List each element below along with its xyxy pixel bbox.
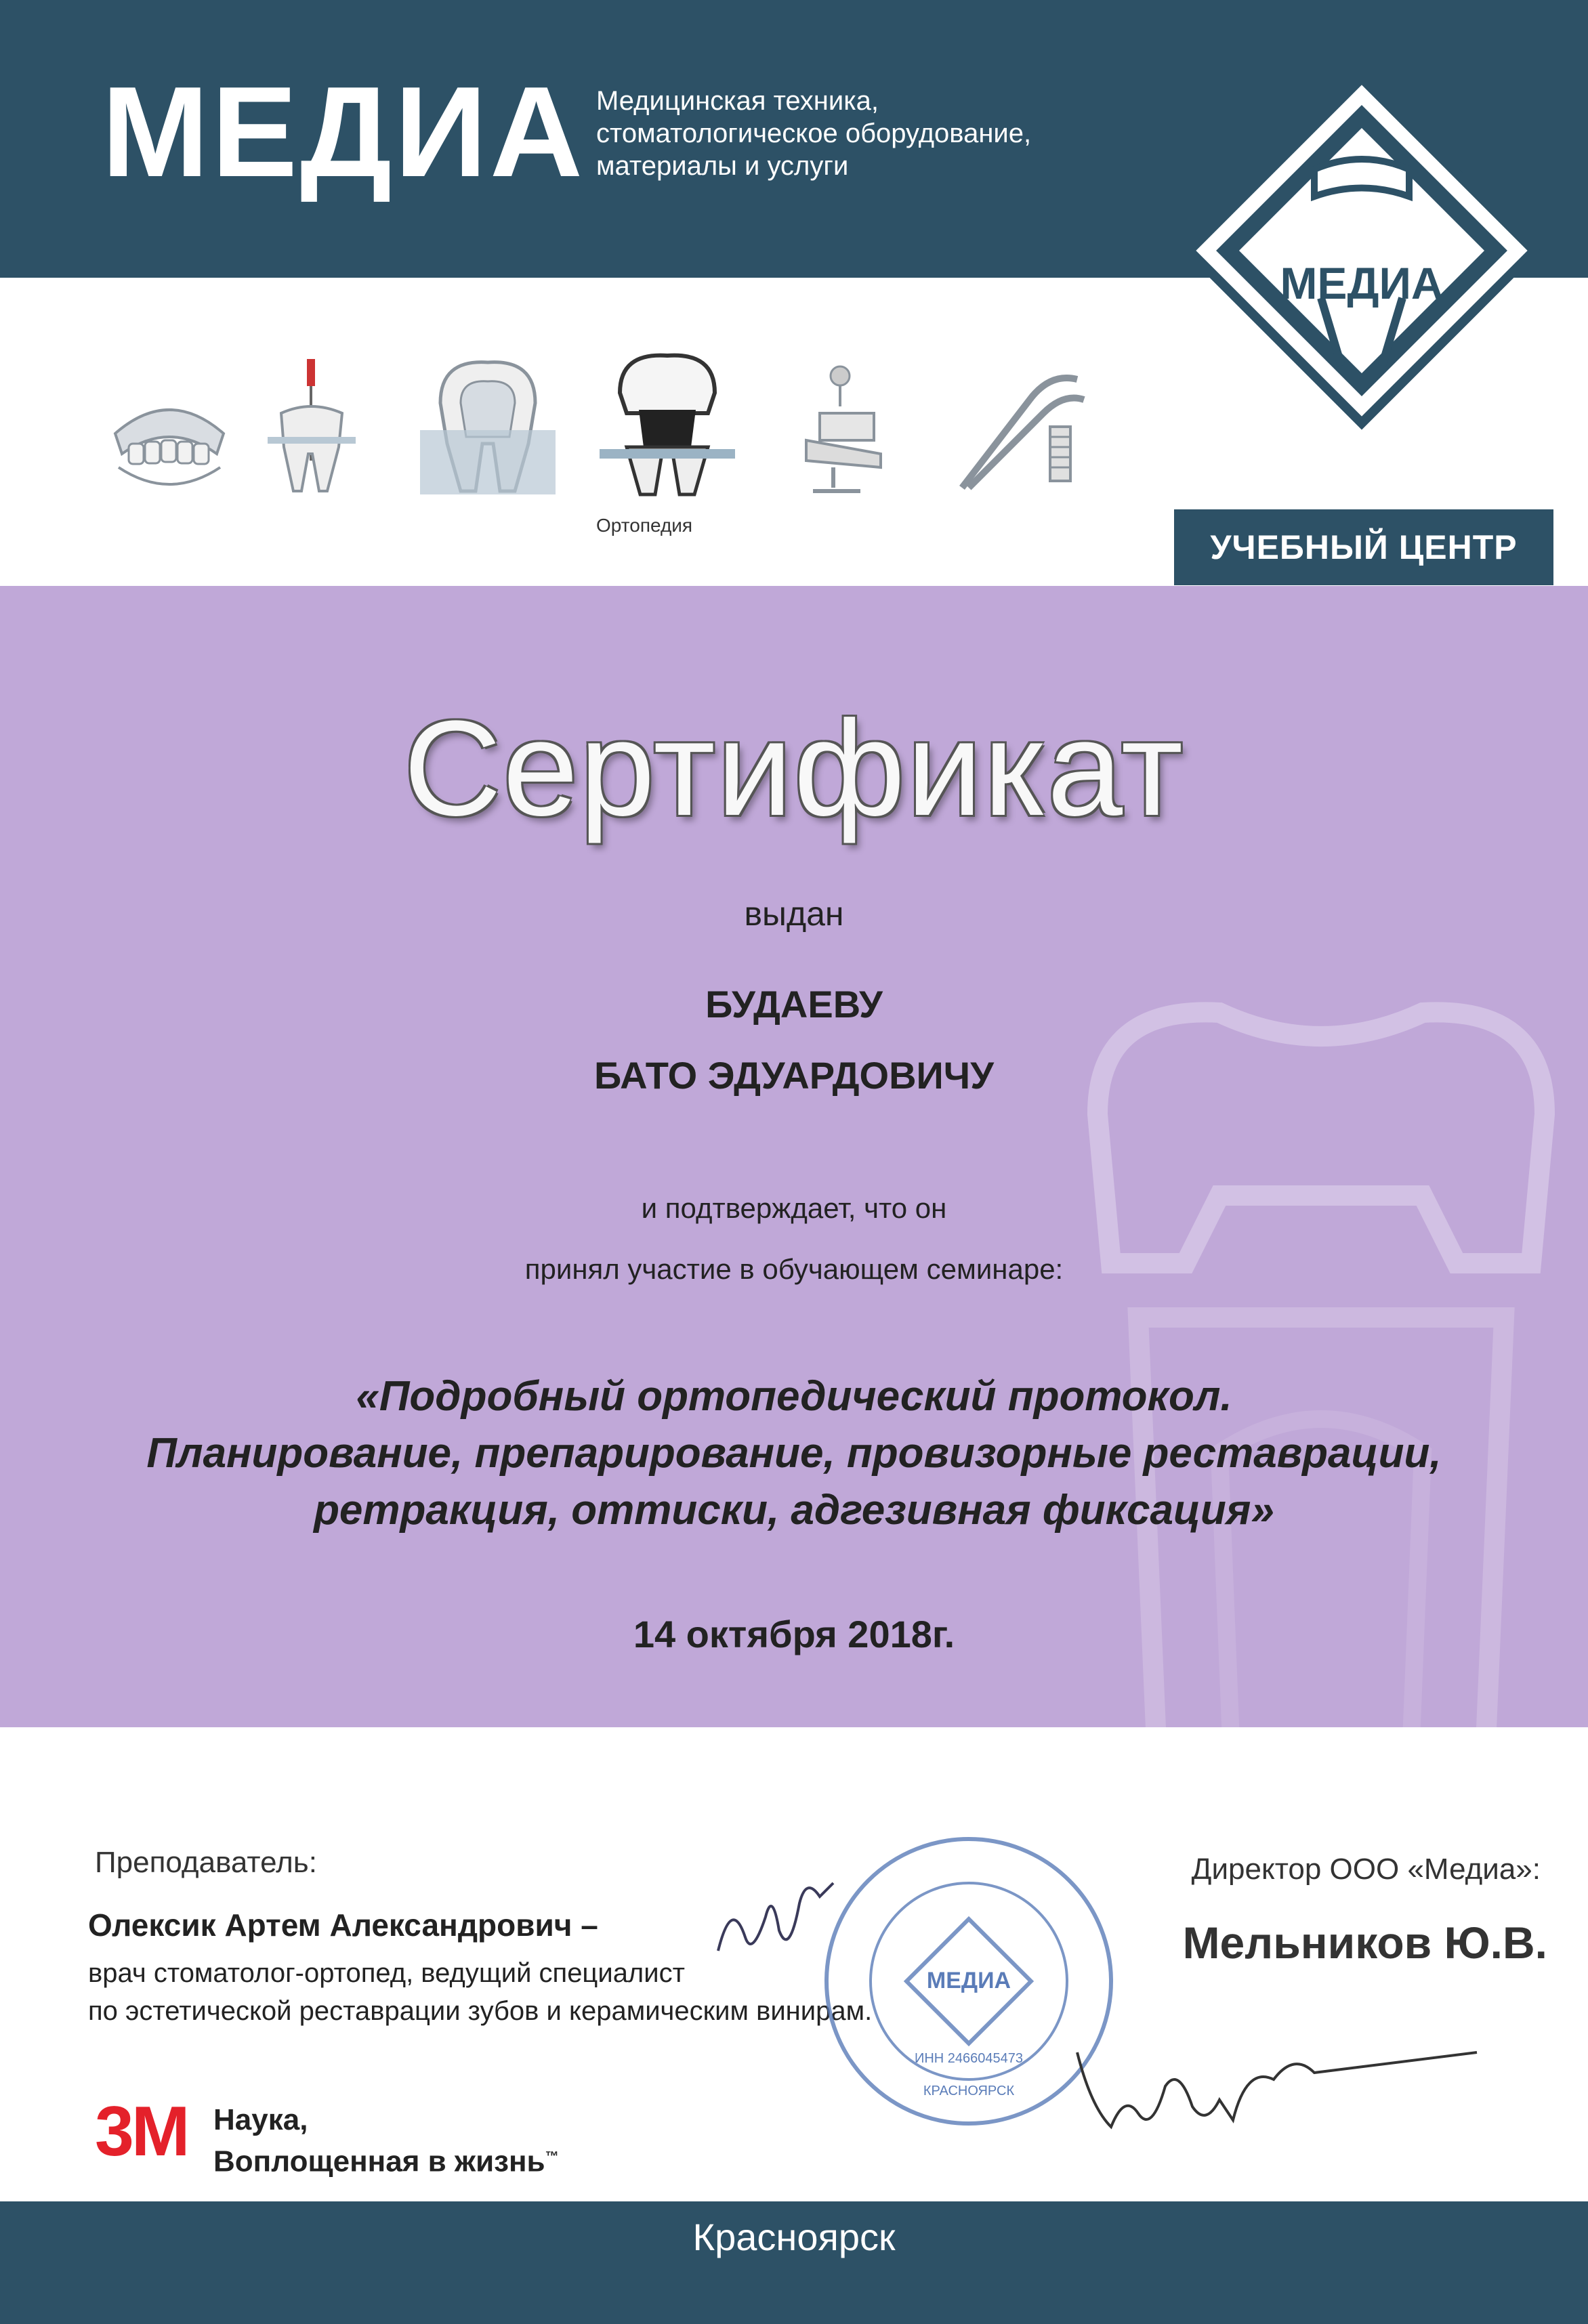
confirmation-line-2: принял участие в обучающем семинаре: (524, 1253, 1064, 1285)
director-label: Директор ООО «Медиа»: (1191, 1853, 1541, 1886)
teacher-label: Преподаватель: (95, 1846, 317, 1879)
recipient-surname: БУДАЕВУ (705, 983, 883, 1026)
tagline-line: материалы и услуги (596, 151, 849, 181)
forceps-implant-icon (948, 359, 1098, 494)
director-name: Мельников Ю.В. (1182, 1918, 1547, 1968)
tagline-line: Медицинская техника, (596, 86, 879, 116)
logo-text: МЕДИА (1280, 258, 1444, 308)
footer-city: Красноярск (692, 2216, 896, 2258)
certificate-title: Сертификат (403, 693, 1185, 844)
tooth-section-icon (420, 349, 556, 494)
brand-title: МЕДИА (102, 60, 586, 204)
tagline-line: стоматологическое оборудование, (596, 119, 1032, 148)
dentures-icon (102, 379, 237, 501)
root-canal-file-icon (268, 359, 356, 494)
stamp-center-text: МЕДИА (926, 1968, 1011, 1993)
stamp-city: КРАСНОЯРСК (923, 2084, 1015, 2098)
sponsor-slogan-line: Воплощенная в жизнь™ (213, 2145, 559, 2178)
media-logo (1152, 41, 1572, 461)
confirmation-line-1: и подтверждает, что он (641, 1192, 947, 1224)
director-signature (1070, 2025, 1490, 2147)
logo-3m: 3M (95, 2092, 188, 2171)
seminar-title-line: Планирование, препарирование, провизорные реставрации, (146, 1430, 1442, 1477)
crown-prosthesis-icon (600, 345, 735, 498)
dental-chair-icon (779, 359, 901, 494)
seminar-title (0, 1368, 1588, 1539)
seminar-date: 14 октября 2018г. (633, 1613, 955, 1655)
teacher-description-line: по эстетической реставрации зубов и керамическим винирам. (88, 1996, 873, 2026)
training-center-badge: УЧЕБНЫЙ ЦЕНТР (1174, 509, 1553, 585)
sponsor-slogan (213, 2102, 559, 2180)
tagline (596, 85, 1031, 182)
seminar-title-line: «Подробный ортопедический протокол. (356, 1373, 1232, 1420)
recipient-given-names: БАТО ЭДУАРДОВИЧУ (594, 1054, 994, 1097)
stamp-inn: ИНН 2466045473 (914, 2051, 1024, 2066)
teacher-name: Олексик Артем Александрович – (88, 1907, 598, 1943)
seminar-title-line: ретракция, оттиски, адгезивная фиксация» (314, 1487, 1274, 1534)
issued-label: выдан (744, 895, 844, 933)
teacher-description-line: врач стоматолог-ортопед, ведущий специалист (88, 1958, 685, 1988)
icon-label-orthopedics: Ортопедия (596, 515, 693, 536)
sponsor-slogan-line: Наука, (213, 2103, 308, 2136)
